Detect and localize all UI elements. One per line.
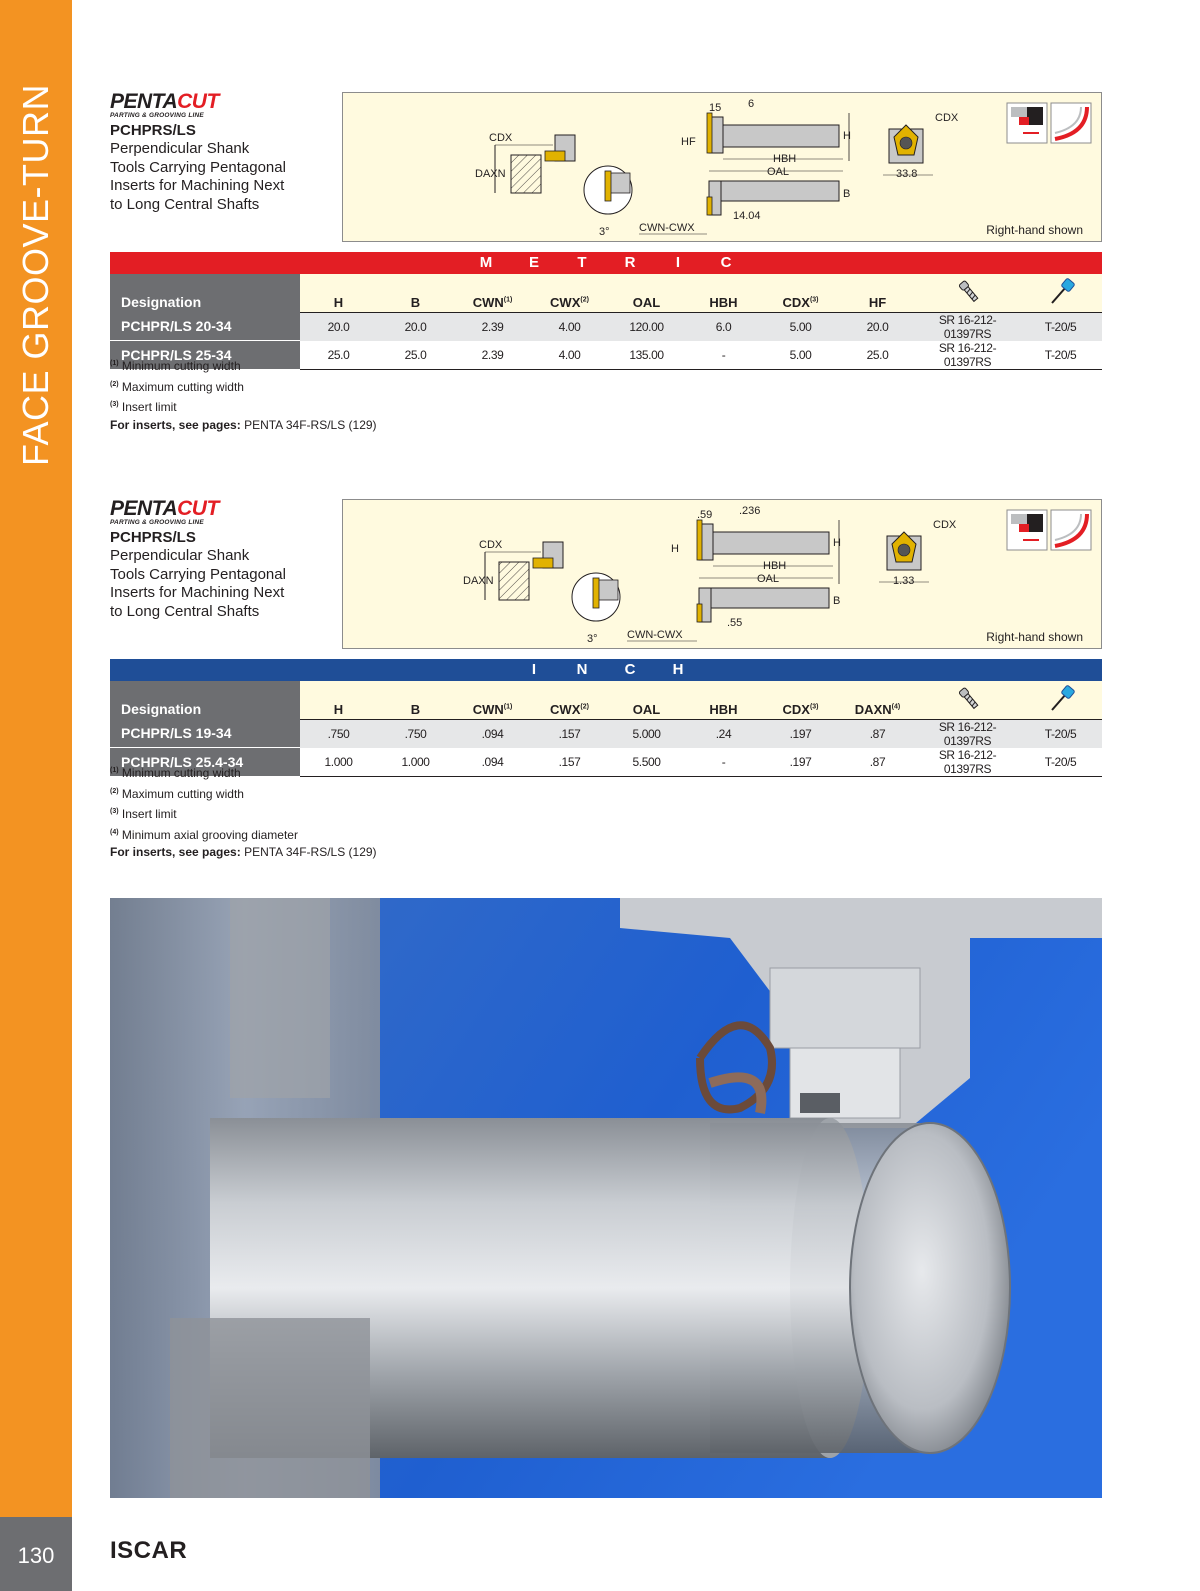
table-row: PCHPR/LS 20-34 20.0 20.0 2.39 4.00 120.00 6.0 5.00 20.0 SR 16-212-01397RS T-20/5: [110, 312, 1102, 341]
inch-units-bar: I N C H: [110, 659, 1102, 681]
header-cwn: CWN$^{(1)}$: [454, 681, 531, 719]
svg-text:CDX: CDX: [935, 112, 959, 124]
product-block-metric: [110, 92, 1102, 432]
svg-text:1.33: 1.33: [893, 575, 915, 587]
section-title: FACE GROOVE-TURN: [15, 83, 56, 467]
header-designation: Designation: [110, 681, 300, 719]
svg-text:3°: 3°: [599, 226, 610, 238]
header-h: H: [300, 274, 377, 312]
svg-text:CWN-CWX: CWN-CWX: [639, 222, 695, 234]
svg-text:HF: HF: [681, 136, 696, 148]
right-hand-note: Right-hand shown: [986, 223, 1083, 237]
svg-text:33.8: 33.8: [896, 168, 918, 180]
footnote: $^{(3)}$ Insert limit: [110, 807, 177, 822]
product-description: Perpendicular Shank Tools Carrying Pentagonal Inserts for Machining Next to Long Central Shafts: [110, 140, 286, 213]
inserts-reference: For inserts, see pages: PENTA 34F-RS/LS (129): [110, 845, 377, 860]
pentacut-logo: PENTACUT PARTING & GROOVING LINE: [110, 90, 219, 119]
svg-text:B: B: [843, 188, 851, 200]
header-h: H: [300, 681, 377, 719]
header-daxn: DAXN$^{(4)}$: [839, 681, 916, 719]
svg-text:H: H: [833, 537, 841, 549]
footnote: $^{(3)}$ Insert limit: [110, 400, 177, 415]
footnotes: [110, 762, 377, 862]
svg-text:6: 6: [748, 98, 755, 110]
svg-text:HBH: HBH: [773, 153, 797, 165]
svg-text:DAXN: DAXN: [475, 168, 506, 180]
svg-text:CWN-CWX: CWN-CWX: [627, 629, 683, 641]
metric-units-bar: M E T R I C: [110, 252, 1102, 274]
footnotes: [110, 355, 377, 434]
svg-text:DAXN: DAXN: [463, 575, 494, 587]
header-cdx: CDX$^{(3)}$: [762, 681, 839, 719]
svg-text:H: H: [843, 130, 851, 142]
footnote: $^{(4)}$ Minimum axial grooving diameter: [110, 827, 298, 842]
header-oal: OAL: [608, 274, 685, 312]
svg-text:.236: .236: [739, 505, 761, 517]
svg-text:14.04: 14.04: [733, 210, 761, 222]
tool-dimension-drawing: [343, 500, 1103, 650]
header-hbh: HBH: [685, 274, 762, 312]
product-code: PCHPRS/LS: [110, 122, 196, 139]
machining-photo: [110, 898, 1102, 1498]
header-key: [1019, 681, 1102, 719]
header-screw: [916, 274, 1019, 312]
pentagonal-insert-view: [879, 519, 957, 587]
application-icons: [1007, 103, 1091, 143]
header-cwx: CWX$^{(2)}$: [531, 681, 608, 719]
pentacut-logo: PENTACUT PARTING & GROOVING LINE: [110, 497, 219, 526]
technical-drawing: [342, 92, 1102, 242]
holder-side-view: [639, 181, 850, 234]
svg-text:15: 15: [709, 102, 722, 114]
header-hbh: HBH: [685, 681, 762, 719]
svg-text:.55: .55: [727, 617, 743, 629]
header-designation: Designation: [110, 274, 300, 312]
svg-text:OAL: OAL: [767, 166, 790, 178]
footnote: $^{(2)}$ Maximum cutting width: [110, 379, 244, 394]
svg-text:HBH: HBH: [763, 560, 787, 572]
header-cwx: CWX$^{(2)}$: [531, 274, 608, 312]
footnote: $^{(1)}$ Minimum cutting width: [110, 359, 241, 373]
header-b: B: [377, 274, 454, 312]
screw-icon: [953, 684, 983, 714]
product-code: PCHPRS/LS: [110, 529, 196, 546]
svg-text:3°: 3°: [587, 633, 598, 645]
svg-text:.59: .59: [697, 509, 713, 521]
header-key: [1019, 274, 1102, 312]
key-icon: [1046, 277, 1076, 307]
product-description: Perpendicular Shank Tools Carrying Pentagonal Inserts for Machining Next to Long Central Shafts: [110, 547, 286, 620]
screw-icon: [953, 277, 983, 307]
svg-text:H: H: [671, 543, 679, 555]
technical-drawing: [342, 499, 1102, 649]
footnote: $^{(2)}$ Maximum cutting width: [110, 786, 244, 801]
holder-side-view: [627, 588, 840, 641]
table-header-row: [110, 681, 1102, 719]
pentagonal-insert-view: [883, 112, 959, 180]
detail-circle: [584, 166, 632, 238]
svg-text:OAL: OAL: [757, 573, 780, 585]
footer-brand-logo: ISCAR: [110, 1537, 188, 1564]
svg-text:CDX: CDX: [489, 132, 513, 144]
cdx-daxn-view: [475, 132, 575, 193]
detail-circle: [572, 573, 620, 645]
machining-illustration: [110, 898, 1102, 1498]
tool-dimension-drawing: [343, 93, 1103, 243]
header-screw: [916, 681, 1019, 719]
header-cdx: CDX$^{(3)}$: [762, 274, 839, 312]
holder-top-view: [681, 98, 851, 178]
table-row: PCHPR/LS 25.4-34 1.000 1.000 .094 .157 5.500 - .197 .87 SR 16-212-01397RS T-20/5: [110, 748, 1102, 777]
header-oal: OAL: [608, 681, 685, 719]
application-icons: [1007, 510, 1091, 550]
header-cwn: CWN$^{(1)}$: [454, 274, 531, 312]
product-block-inch: [110, 499, 1102, 859]
svg-text:B: B: [833, 595, 841, 607]
svg-text:CDX: CDX: [479, 539, 503, 551]
cdx-daxn-view: [463, 539, 563, 600]
footnote: $^{(1)}$ Minimum cutting width: [110, 766, 241, 780]
holder-top-view: [671, 505, 841, 585]
header-b: B: [377, 681, 454, 719]
key-icon: [1046, 684, 1076, 714]
page-number: 130: [17, 1543, 55, 1568]
svg-text:CDX: CDX: [933, 519, 957, 531]
table-header-row: [110, 274, 1102, 312]
table-row: PCHPR/LS 19-34 .750 .750 .094 .157 5.000 .24 .197 .87 SR 16-212-01397RS T-20/5: [110, 719, 1102, 748]
header-hf: HF: [839, 274, 916, 312]
inserts-reference: For inserts, see pages: PENTA 34F-RS/LS (129): [110, 417, 377, 432]
right-hand-note: Right-hand shown: [986, 630, 1083, 644]
table-row: PCHPR/LS 25-34 25.0 25.0 2.39 4.00 135.00 - 5.00 25.0 SR 16-212-01397RS T-20/5: [110, 341, 1102, 370]
